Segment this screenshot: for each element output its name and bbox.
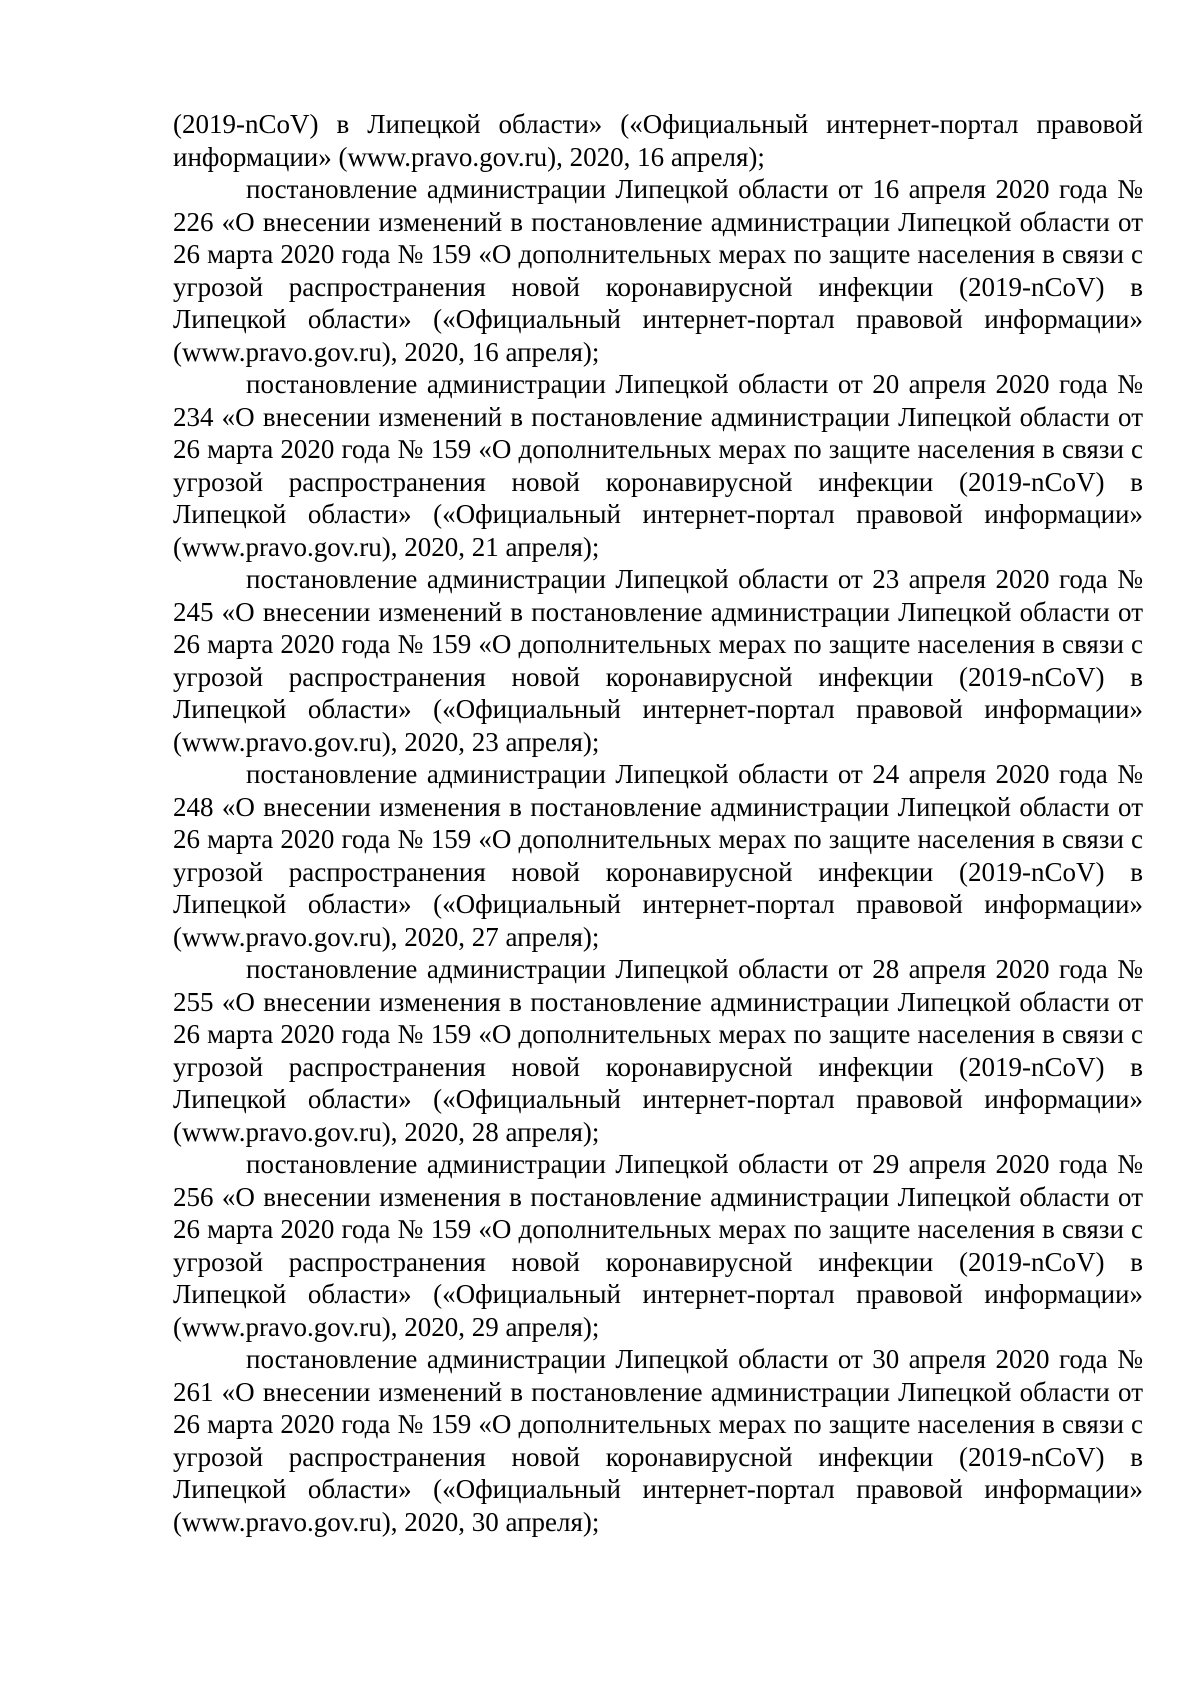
document-body [173, 108, 1143, 1538]
paragraph-resolution-245: постановление администрации Липецкой области от 23 апреля 2020 года № 245 «О внесении изменений в постановление администрации Липецкой области от 26 марта 2020 года № 159 «О дополнительных мерах по защите населения в связи с угрозой распространения новой коронавирусной инфекции (2019-nCoV) в Липецкой области» («Официальный интернет-портал правовой информации» (www.pravo.gov.ru), 2020, 23 апреля); [173, 564, 1143, 757]
paragraph-resolution-256: постановление администрации Липецкой области от 29 апреля 2020 года № 256 «О внесении изменения в постановление администрации Липецкой области от 26 марта 2020 года № 159 «О дополнительных мерах по защите населения в связи с угрозой распространения новой коронавирусной инфекции (2019-nCoV) в Липецкой области» («Официальный интернет-портал правовой информации» (www.pravo.gov.ru), 2020, 29 апреля); [173, 1149, 1143, 1342]
paragraph-resolution-234: постановление администрации Липецкой области от 20 апреля 2020 года № 234 «О внесении изменений в постановление администрации Липецкой области от 26 марта 2020 года № 159 «О дополнительных мерах по защите населения в связи с угрозой распространения новой коронавирусной инфекции (2019-nCoV) в Липецкой области» («Официальный интернет-портал правовой информации» (www.pravo.gov.ru), 2020, 21 апреля); [173, 369, 1143, 562]
paragraph-continuation: (2019-nCoV) в Липецкой области» («Официальный интернет-портал правовой информации» (www.pravo.gov.ru), 2020, 16 апреля); [173, 109, 1143, 172]
paragraph-resolution-226: постановление администрации Липецкой области от 16 апреля 2020 года № 226 «О внесении изменений в постановление администрации Липецкой области от 26 марта 2020 года № 159 «О дополнительных мерах по защите населения в связи с угрозой распространения новой коронавирусной инфекции (2019-nCoV) в Липецкой области» («Официальный интернет-портал правовой информации» (www.pravo.gov.ru), 2020, 16 апреля); [173, 174, 1143, 367]
paragraph-resolution-261: постановление администрации Липецкой области от 30 апреля 2020 года № 261 «О внесении изменений в постановление администрации Липецкой области от 26 марта 2020 года № 159 «О дополнительных мерах по защите населения в связи с угрозой распространения новой коронавирусной инфекции (2019-nCoV) в Липецкой области» («Официальный интернет-портал правовой информации» (www.pravo.gov.ru), 2020, 30 апреля); [173, 1344, 1143, 1537]
paragraph-resolution-248: постановление администрации Липецкой области от 24 апреля 2020 года № 248 «О внесении изменения в постановление администрации Липецкой области от 26 марта 2020 года № 159 «О дополнительных мерах по защите населения в связи с угрозой распространения новой коронавирусной инфекции (2019-nCoV) в Липецкой области» («Официальный интернет-портал правовой информации» (www.pravo.gov.ru), 2020, 27 апреля); [173, 759, 1143, 952]
paragraph-resolution-255: постановление администрации Липецкой области от 28 апреля 2020 года № 255 «О внесении изменения в постановление администрации Липецкой области от 26 марта 2020 года № 159 «О дополнительных мерах по защите населения в связи с угрозой распространения новой коронавирусной инфекции (2019-nCoV) в Липецкой области» («Официальный интернет-портал правовой информации» (www.pravo.gov.ru), 2020, 28 апреля); [173, 954, 1143, 1147]
